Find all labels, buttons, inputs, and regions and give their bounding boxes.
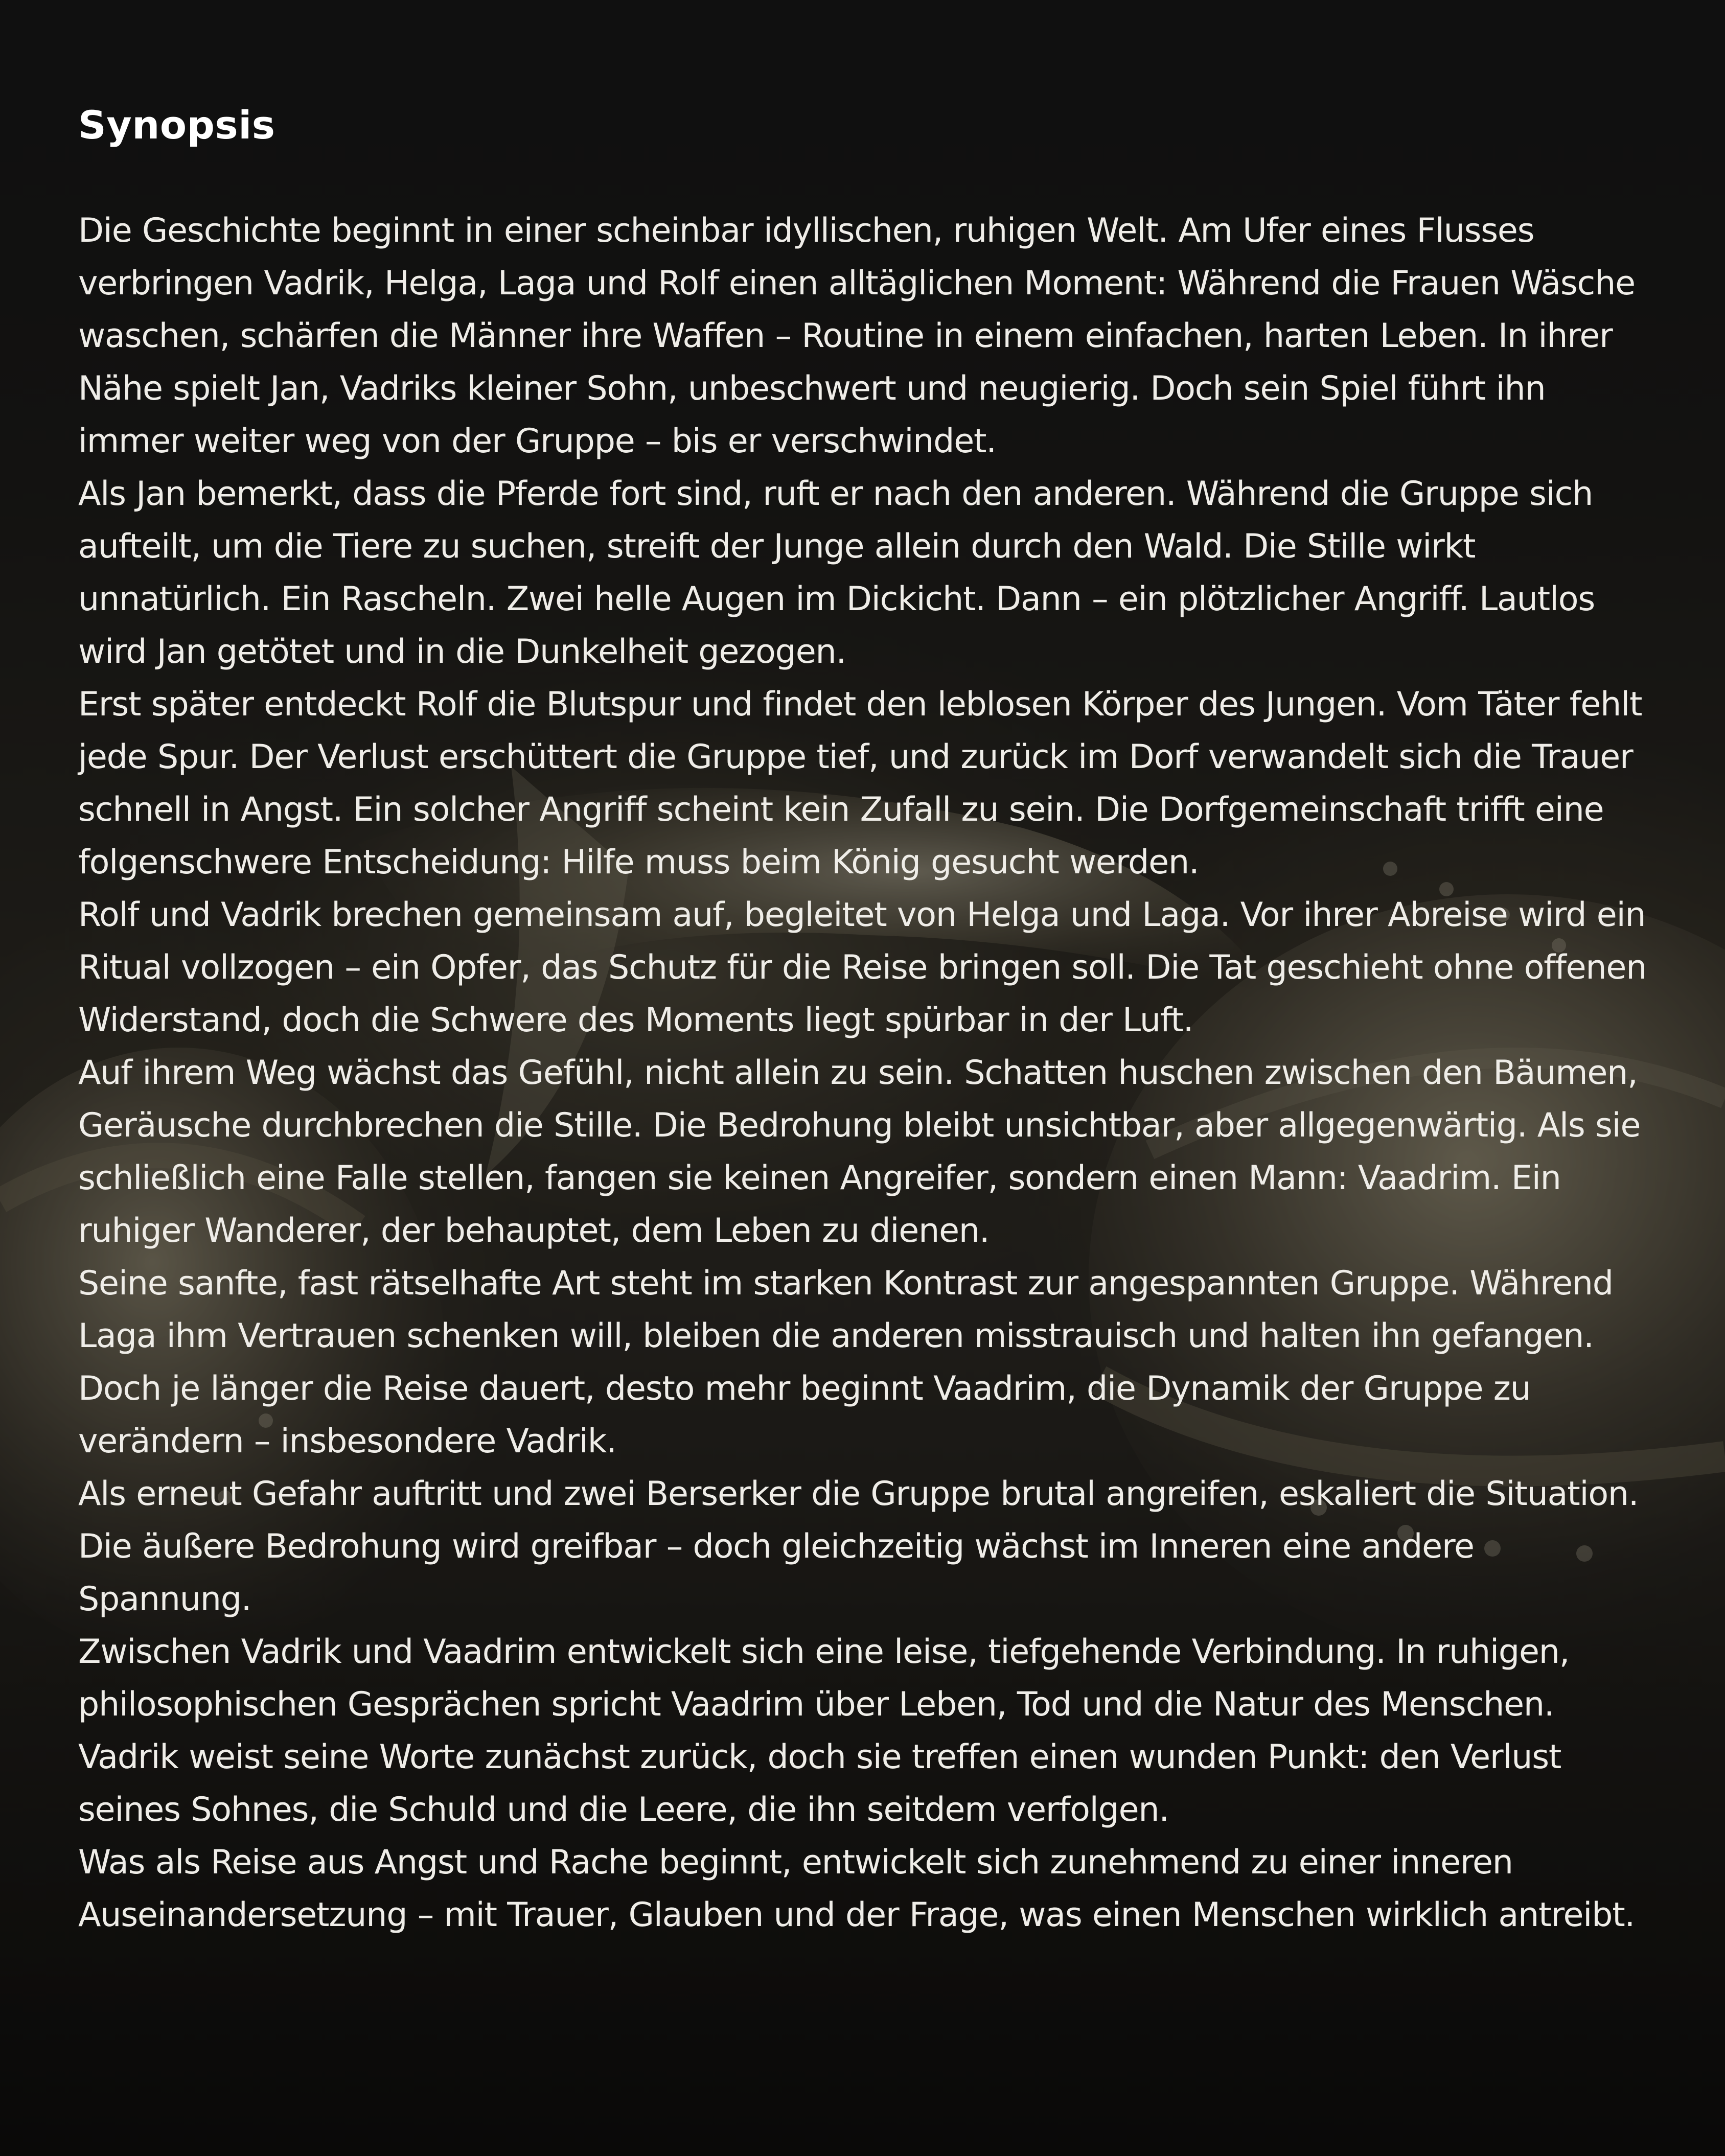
paragraph-6: Seine sanfte, fast rätselhafte Art steht im starken Kontrast zur angespannten Gruppe. Während Laga ihm Vertrauen schenken will, bleiben die anderen misstrauisch und halten ihn gefangen. Doch je länger die Reise dauert, desto mehr beginnt Vaadrim, die Dynamik der Gruppe zu verändern – insbesondere Vadrik. bbox=[78, 1264, 1613, 1460]
paragraph-5: Auf ihrem Weg wächst das Gefühl, nicht allein zu sein. Schatten huschen zwischen den Bäumen, Geräusche durchbrechen die Stille. Die Bedrohung bleibt unsichtbar, aber allgegenwärtig. Als sie schließlich eine Falle stellen, fangen sie keinen Angreifer, sondern einen Mann: Vaadrim. Ein ruhiger Wanderer, der behauptet, dem Leben zu dienen. bbox=[78, 1054, 1641, 1250]
paragraph-8: Zwischen Vadrik und Vaadrim entwickelt sich eine leise, tiefgehende Verbindung. In ruhigen, philosophischen Gesprächen spricht Vaadrim über Leben, Tod und die Natur des Menschen. Vadrik weist seine Worte zunächst zurück, doch sie treffen einen wunden Punkt: den Verlust seines Sohnes, die Schuld und die Leere, die ihn seitdem verfolgen. bbox=[78, 1633, 1570, 1829]
paragraph-1: Die Geschichte beginnt in einer scheinbar idyllischen, ruhigen Welt. Am Ufer eines Flusses verbringen Vadrik, Helga, Laga und Rolf einen alltäglichen Moment: Während die Frauen Wäsche waschen, schärfen die Männer ihre Waffen – Routine in einem einfachen, harten Leben. In ihrer Nähe spielt Jan, Vadriks kleiner Sohn, unbeschwert und neugierig. Doch sein Spiel führt ihn immer weiter weg von der Gruppe – bis er verschwindet. bbox=[78, 212, 1635, 460]
page-title: Synopsis bbox=[78, 102, 275, 148]
paragraph-7: Als erneut Gefahr auftritt und zwei Berserker die Gruppe brutal angreifen, eskaliert die Situation. Die äußere Bedrohung wird greifbar – doch gleichzeitig wächst im Inneren eine andere Spannung. bbox=[78, 1475, 1639, 1618]
paragraph-3: Erst später entdeckt Rolf die Blutspur und findet den leblosen Körper des Jungen. Vom Täter fehlt jede Spur. Der Verlust erschüttert die Gruppe tief, und zurück im Dorf verwandelt sich die Trauer schnell in Angst. Ein solcher Angriff scheint kein Zufall zu sein. Die Dorfgemeinschaft trifft eine folgenschwere Entscheidung: Hilfe muss beim König gesucht werden. bbox=[78, 685, 1642, 882]
paragraph-2: Als Jan bemerkt, dass die Pferde fort sind, ruft er nach den anderen. Während die Gruppe sich aufteilt, um die Tiere zu suchen, streift der Junge allein durch den Wald. Die Stille wirkt unnatürlich. Ein Rascheln. Zwei helle Augen im Dickicht. Dann – ein plötzlicher Angriff. Lautlos wird Jan getötet und in die Dunkelheit gezogen. bbox=[78, 475, 1595, 671]
paragraph-4: Rolf und Vadrik brechen gemeinsam auf, begleitet von Helga und Laga. Vor ihrer Abreise wird ein Ritual vollzogen – ein Opfer, das Schutz für die Reise bringen soll. Die Tat geschieht ohne offenen Widerstand, doch die Schwere des Moments liegt spürbar in der Luft. bbox=[78, 896, 1647, 1039]
paragraph-9: Was als Reise aus Angst und Rache beginnt, entwickelt sich zunehmend zu einer inneren Auseinandersetzung – mit Trauer, Glauben und der Frage, was einen Menschen wirklich antreibt. bbox=[78, 1843, 1635, 1934]
synopsis-content bbox=[78, 97, 1652, 1941]
